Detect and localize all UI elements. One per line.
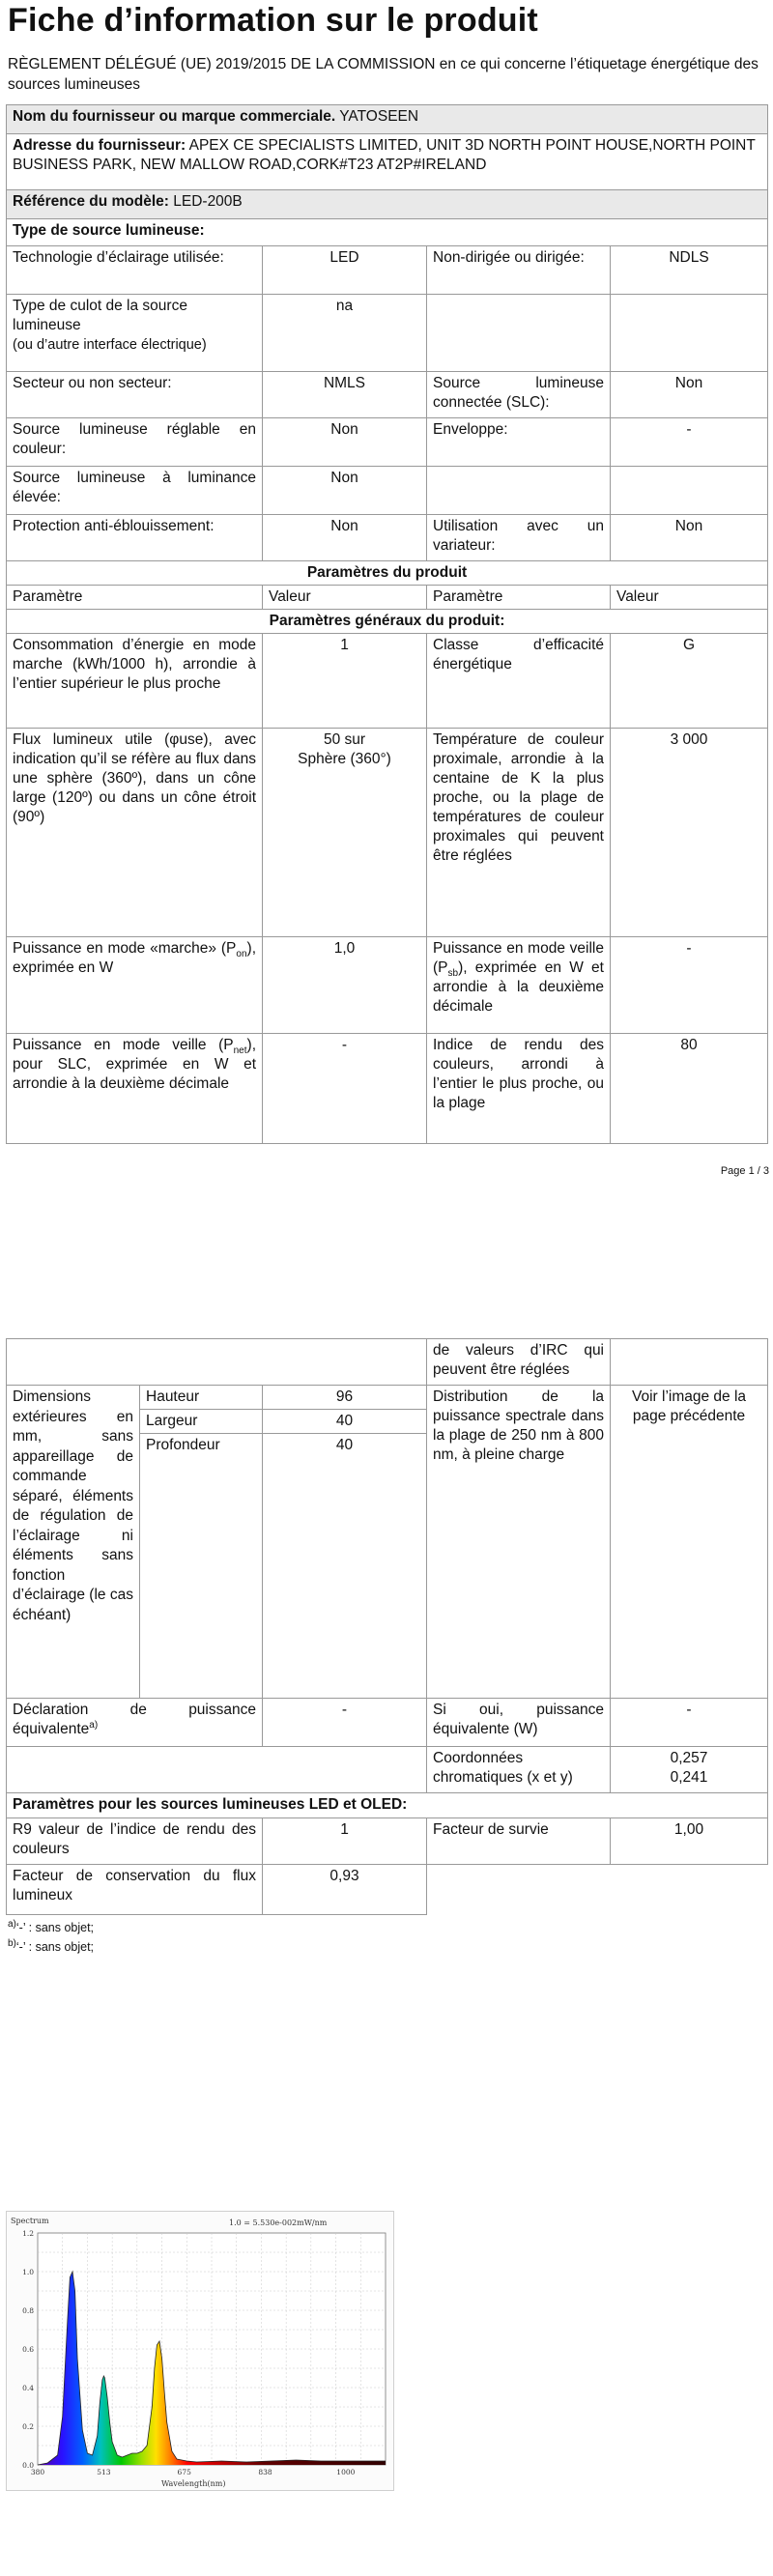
cri-value: 80 xyxy=(611,1034,768,1144)
envelope-value: - xyxy=(611,418,768,467)
col-header-value: Valeur xyxy=(263,586,427,610)
spd-label: Distribution de la puissance spectrale dans la plage de 250 nm à 800 nm, à pleine charge xyxy=(427,1386,611,1699)
x-tick-label: 380 xyxy=(30,2468,45,2476)
empty-cell xyxy=(427,1865,611,1915)
params-heading: Paramètres du produit xyxy=(7,561,768,586)
x-tick-label: 675 xyxy=(177,2468,191,2476)
depth-label: Profondeur xyxy=(140,1434,263,1699)
flux-value: 50 sur xyxy=(323,731,366,748)
cap-label: Type de culot de la source lumineuse xyxy=(13,298,187,333)
equivalent-watts-label: Si oui, puissance équivalente (W) xyxy=(427,1699,611,1747)
on-power-value: 1,0 xyxy=(263,937,427,1034)
anti-glare-label: Protection anti-éblouissement: xyxy=(7,515,263,561)
empty-cell xyxy=(7,1339,427,1386)
directional-value: NDLS xyxy=(611,246,768,295)
dimensions-label: Dimensions extérieures en mm, sans appareillage de commande séparé, éléments de régulation de l’éclairage ni éléments sans fonction d’éclairage (le cas échéant) xyxy=(7,1386,140,1699)
col-header-value: Valeur xyxy=(611,586,768,610)
chart-annotation: 1.0 = 5.530e-002mW/nm xyxy=(229,2218,328,2227)
r9-value: 1 xyxy=(263,1818,427,1865)
directional-label: Non-dirigée ou dirigée: xyxy=(427,246,611,295)
y-tick-label: 0.6 xyxy=(22,2345,34,2354)
y-tick-label: 1.2 xyxy=(22,2229,34,2238)
model-row xyxy=(7,190,768,219)
spectrum-chart xyxy=(6,2211,394,2491)
energy-value: 1 xyxy=(263,634,427,729)
cct-value: 3 000 xyxy=(611,729,768,937)
cap-sub-label: (ou d’autre interface électrique) xyxy=(13,337,207,353)
spectrum-svg xyxy=(7,2212,393,2490)
cri-label: Indice de rendu des couleurs, arrondi à l’entier le plus proche, ou la plage xyxy=(427,1034,611,1144)
y-tick-label: 0.4 xyxy=(22,2384,34,2392)
model-label: Référence du modèle: xyxy=(13,193,169,210)
mains-label: Secteur ou non secteur: xyxy=(7,372,263,418)
led-params-heading: Paramètres pour les sources lumineuses LED et OLED: xyxy=(7,1793,768,1818)
x-tick-label: 838 xyxy=(258,2468,272,2476)
y-tick-label: 0.2 xyxy=(22,2422,34,2431)
cap-label-cell xyxy=(7,295,263,372)
empty-cell xyxy=(427,295,611,372)
colour-tunable-label: Source lumineuse réglable en couleur: xyxy=(7,418,263,467)
chromaticity-label: Coordonnées chromatiques (x et y) xyxy=(427,1747,611,1793)
equivalent-power-value: - xyxy=(263,1699,427,1747)
page-number: Page 1 / 3 xyxy=(720,1165,769,1177)
standby-power-value: - xyxy=(611,937,768,1034)
supplier-name-value: YATOSEEN xyxy=(339,108,419,125)
envelope-label: Enveloppe: xyxy=(427,418,611,467)
supplier-name-row xyxy=(7,105,768,134)
y-tick-label: 0.0 xyxy=(22,2461,34,2470)
empty-cell xyxy=(611,1865,768,1915)
height-value: 96 xyxy=(263,1386,427,1410)
chromaticity-value xyxy=(611,1747,768,1793)
connected-label: Source lumineuse connectée (SLC): xyxy=(427,372,611,418)
col-header-param: Paramètre xyxy=(427,586,611,610)
x-tick-label: 1000 xyxy=(336,2468,356,2476)
cap-value: na xyxy=(263,295,427,372)
lumen-maintenance-value: 0,93 xyxy=(263,1865,427,1915)
y-tick-label: 0.8 xyxy=(22,2306,34,2315)
empty-cell xyxy=(611,467,768,515)
supplier-address-value: APEX CE SPECIALISTS LIMITED, UNIT 3D NORTH POINT HOUSE,NORTH POINT BUSINESS PARK, NEW MALLOW ROAD,CORK#T23 AT2P#IRELAND xyxy=(13,137,756,173)
product-info-table-continued xyxy=(6,1338,768,1915)
width-value: 40 xyxy=(263,1410,427,1434)
high-luminance-value: Non xyxy=(263,467,427,515)
x-tick-label: 513 xyxy=(97,2468,111,2476)
supplier-name-label: Nom du fournisseur ou marque commerciale. xyxy=(13,108,336,125)
colour-tunable-value: Non xyxy=(263,418,427,467)
r9-label: R9 valeur de l’indice de rendu des couleurs xyxy=(7,1818,263,1865)
survival-factor-value: 1,00 xyxy=(611,1818,768,1865)
net-standby-label: Puissance en mode veille $(P_{net})$, pour SLC, exprimée en W et arrondie à la deuxième décimale xyxy=(7,1034,263,1144)
page-3 xyxy=(0,2193,773,2576)
empty-cell xyxy=(611,1339,768,1386)
page-2 xyxy=(0,1338,773,2015)
flux-value-sphere: Sphère (360°) xyxy=(298,751,391,767)
chart-title: Spectrum xyxy=(11,2217,49,2225)
tech-value: LED xyxy=(263,246,427,295)
width-label: Largeur xyxy=(140,1410,263,1434)
chromaticity-y: 0,241 xyxy=(670,1769,708,1786)
col-header-param: Paramètre xyxy=(7,586,263,610)
depth-value: 40 xyxy=(263,1434,427,1699)
energy-label: Consommation d’énergie en mode marche (kWh/1000 h), arrondie à l’entier supérieur le plus proche xyxy=(7,634,263,729)
lumen-maintenance-label: Facteur de conservation du flux lumineux xyxy=(7,1865,263,1915)
flux-value-cell xyxy=(263,729,427,937)
connected-value: Non xyxy=(611,372,768,418)
empty-cell xyxy=(611,295,768,372)
on-power-label: Puissance en mode «marche» $(P_{on})$, exprimée en W xyxy=(7,937,263,1034)
chromaticity-x: 0,257 xyxy=(670,1750,708,1766)
empty-cell xyxy=(7,1747,427,1793)
anti-glare-value: Non xyxy=(263,515,427,561)
survival-factor-label: Facteur de survie xyxy=(427,1818,611,1865)
footnote-a: $^{a)}$‘-’ : sans objet; xyxy=(8,1918,95,1934)
height-label: Hauteur xyxy=(140,1386,263,1410)
equivalent-watts-value: - xyxy=(611,1699,768,1747)
supplier-address-label: Adresse du fournisseur: xyxy=(13,137,186,154)
x-axis-label: Wavelength(nm) xyxy=(161,2479,226,2488)
net-standby-value: - xyxy=(263,1034,427,1144)
page-title: Fiche d’information sur le produit xyxy=(8,2,538,39)
tech-label: Technologie d’éclairage utilisée: xyxy=(7,246,263,295)
high-luminance-label: Source lumineuse à luminance élevée: xyxy=(7,467,263,515)
cct-label: Température de couleur proximale, arrondie à la centaine de K la plus proche, ou la plage de températures de couleur proximales qui peuvent être réglées xyxy=(427,729,611,937)
energy-class-label: Classe d’efficacité énergétique xyxy=(427,634,611,729)
supplier-address-row xyxy=(7,134,768,190)
product-info-table xyxy=(6,104,768,1144)
chart-grid xyxy=(38,2233,386,2465)
regulation-text: RÈGLEMENT DÉLÉGUÉ (UE) 2019/2015 DE LA COMMISSION en ce qui concerne l’étiquetage énergétique des sources lumineuses xyxy=(8,56,759,93)
dimmable-label: Utilisation avec un variateur: xyxy=(427,515,611,561)
mains-value: NMLS xyxy=(263,372,427,418)
spd-value: Voir l’image de la page précédente xyxy=(611,1386,768,1699)
model-value: LED-200B xyxy=(173,193,243,210)
source-type-heading: Type de source lumineuse: xyxy=(7,219,768,246)
page-1 xyxy=(0,0,773,1188)
empty-cell xyxy=(427,467,611,515)
cri-label-continued: de valeurs d’IRC qui peuvent être réglées xyxy=(427,1339,611,1386)
flux-label: Flux lumineux utile (φuse), avec indication qu’il se réfère au flux dans une sphère (360º), dans un cône large (120º) ou dans un cône étroit (90º) xyxy=(7,729,263,937)
standby-power-label: Puissance en mode veille $(P_{sb})$, exprimée en W et arrondie à la deuxième décimale xyxy=(427,937,611,1034)
general-params-heading: Paramètres généraux du produit: xyxy=(7,610,768,634)
equivalent-power-label: Déclaration de puissance équivalente$^{a)}$ xyxy=(7,1699,263,1747)
energy-class-value: G xyxy=(611,634,768,729)
footnote-b: $^{b)}$‘-’ : sans objet; xyxy=(8,1937,95,1954)
dimmable-value: Non xyxy=(611,515,768,561)
y-tick-label: 1.0 xyxy=(22,2268,34,2276)
